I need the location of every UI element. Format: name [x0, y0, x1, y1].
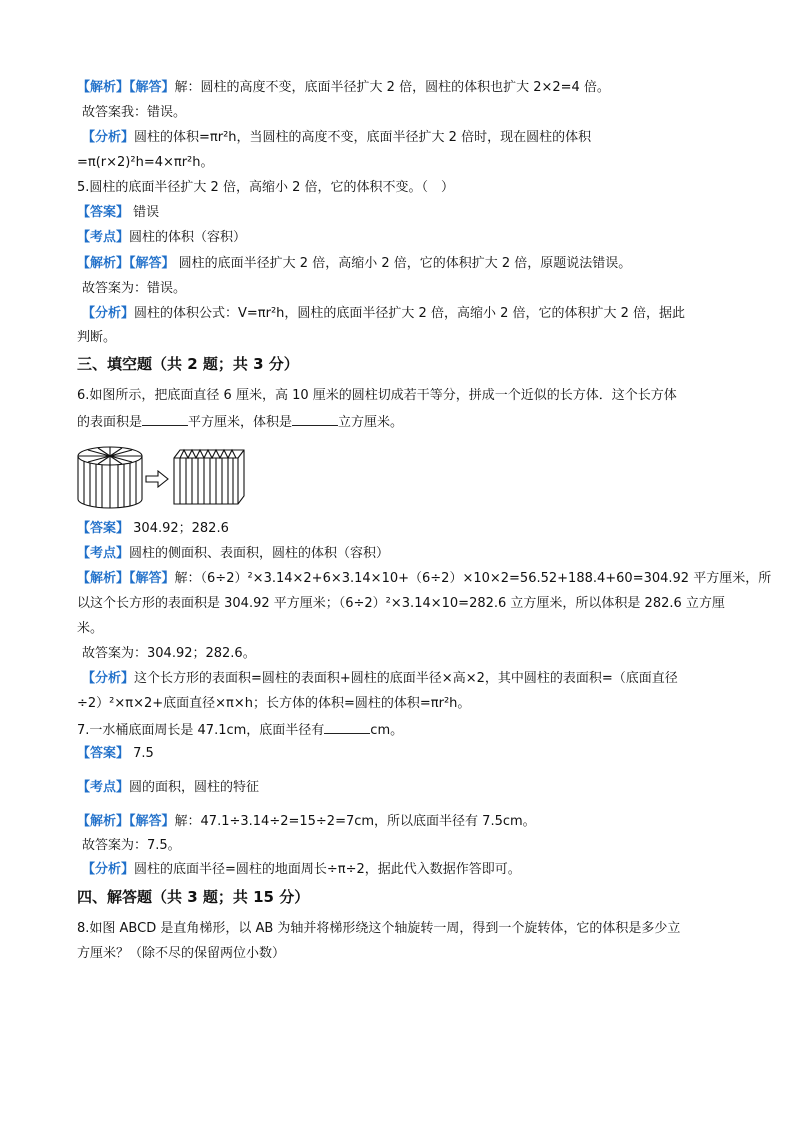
q7-text-1: 7.一水桶底面周长是 47.1cm，底面半径有: [77, 723, 325, 738]
q5-answer: 错误: [129, 205, 160, 220]
jieda-tag: 【解答】: [129, 814, 175, 829]
fenxi-tag: 【分析】: [82, 862, 135, 877]
q8-question-a: 8.如图 ABCD 是直角梯形，以 AB 为轴并将梯形绕这个轴旋转一周，得到一个旋转体，它的体积是多少立: [77, 921, 681, 936]
daan-tag: 【答案】: [77, 205, 130, 220]
q5-fenxi-line: [82, 306, 685, 322]
q6-jieda-text: 解：（6÷2）²×3.14×2+6×3.14×10+（6÷2）×10×2=56.52+188.4+60=304.92 平方厘米，所: [174, 571, 772, 586]
q6-fenxi-text2: ÷2）²×π×2+底面直径×π×h；长方体的体积=圆柱的体积=πr²h。: [77, 696, 471, 711]
q8-question-b: 方厘米？（除不尽的保留两位小数）: [77, 946, 286, 961]
q7-answer: 7.5: [129, 746, 154, 761]
kaodian-tag: 【考点】: [77, 780, 130, 795]
fenxi-tag: 【分析】: [82, 130, 135, 145]
q6-fenxi-line: [82, 671, 678, 687]
q6-answer: 304.92；282.6: [129, 521, 229, 536]
q7-fenxi-text: 圆柱的底面半径=圆柱的地面周长÷π÷2，据此代入数据作答即可。: [134, 862, 521, 877]
q6-question-b: [77, 413, 403, 431]
jiexi-tag: 【解析】: [77, 256, 130, 271]
q5-kaodian: 圆柱的体积（容积）: [129, 230, 247, 245]
q7-question: [77, 721, 403, 739]
jiexi-tag: 【解析】: [77, 571, 130, 586]
q7-kaodian-line: [77, 780, 259, 796]
cylinder-to-cuboid-figure: [76, 444, 256, 510]
q6-text-2: 平方厘米，体积是: [188, 415, 293, 430]
prev-fenxi-text: 圆柱的体积=πr²h，当圆柱的高度不变，底面半径扩大 2 倍时，现在圆柱的体积: [134, 130, 592, 145]
q5-jieda-text: 圆柱的底面半径扩大 2 倍，高缩小 2 倍，它的体积扩大 2 倍，原题说法错误。: [174, 256, 632, 271]
q7-jieda-text: 解：47.1÷3.14÷2=15÷2=7cm，所以底面半径有 7.5cm。: [174, 814, 536, 829]
q5-answer-line: [77, 205, 159, 221]
section-3-title: 三、填空题（共 2 题；共 3 分）: [77, 355, 299, 373]
q7-text-2: cm。: [370, 723, 404, 738]
prev-conclusion: 故答案我：错误。: [82, 105, 187, 120]
q5-fenxi-text: 圆柱的体积公式：V=πr²h，圆柱的底面半径扩大 2 倍，高缩小 2 倍，它的体积扩大 2 倍，据此: [134, 306, 686, 321]
q7-answer-line: [77, 746, 154, 762]
jieda-tag: 【解答】: [129, 571, 175, 586]
q6-text-1: 的表面积是: [77, 415, 143, 430]
q7-conclusion: 故答案为：7.5。: [82, 838, 181, 853]
q6-text-3: 立方厘米。: [338, 415, 404, 430]
prev-jiexi-text: 解：圆柱的高度不变，底面半径扩大 2 倍，圆柱的体积也扩大 2×2=4 倍。: [174, 80, 610, 95]
prev-jiexi-line: [77, 80, 610, 96]
q5-kaodian-line: [77, 230, 246, 246]
jiexi-tag: 【解析】: [77, 814, 130, 829]
q6-answer-line: [77, 521, 229, 537]
q6-jiexi-line: [77, 571, 771, 587]
daan-tag: 【答案】: [77, 746, 130, 761]
q7-fenxi-line: [82, 862, 521, 878]
q6-blank-volume: [292, 413, 338, 426]
q6-kaodian: 圆柱的侧面积、表面积，圆柱的体积（容积）: [129, 546, 390, 561]
section-4-title: 四、解答题（共 3 题；共 15 分）: [77, 888, 310, 906]
jieda-tag: 【解答】: [129, 80, 175, 95]
prev-fenxi-text2: =π(r×2)²h=4×πr²h。: [77, 155, 214, 170]
kaodian-tag: 【考点】: [77, 546, 130, 561]
q6-kaodian-line: [77, 546, 389, 562]
q5-jiexi-line: [77, 256, 631, 272]
q6-jieda-text2: 以这个长方形的表面积是 304.92 平方厘米；（6÷2）²×3.14×10=282.6 立方厘米，所以体积是 282.6 立方厘: [77, 596, 725, 611]
q7-kaodian: 圆的面积，圆柱的特征: [129, 780, 260, 795]
q6-question-a: 6.如图所示，把底面直径 6 厘米，高 10 厘米的圆柱切成若干等分，拼成一个近似的长方体．这个长方体: [77, 388, 677, 403]
daan-tag: 【答案】: [77, 521, 130, 536]
q6-fenxi-text: 这个长方形的表面积=圆柱的表面积+圆柱的底面半径×高×2，其中圆柱的表面积=（底面直径: [134, 671, 678, 686]
q5-fenxi-text2: 判断。: [77, 330, 117, 345]
q7-jiexi-line: [77, 814, 536, 830]
jiexi-tag: 【解析】: [77, 80, 130, 95]
q6-conclusion: 故答案为：304.92；282.6。: [82, 646, 256, 661]
kaodian-tag: 【考点】: [77, 230, 130, 245]
q6-blank-surface: [142, 413, 188, 426]
q6-jieda-text3: 米。: [77, 621, 104, 636]
q5-question: 5.圆柱的底面半径扩大 2 倍，高缩小 2 倍，它的体积不变。（ ）: [77, 180, 454, 195]
jieda-tag: 【解答】: [129, 256, 175, 271]
fenxi-tag: 【分析】: [82, 671, 135, 686]
prev-fenxi-line: [82, 130, 591, 146]
fenxi-tag: 【分析】: [82, 306, 135, 321]
q7-blank-radius: [324, 721, 370, 734]
q5-conclusion: 故答案为：错误。: [82, 281, 187, 296]
